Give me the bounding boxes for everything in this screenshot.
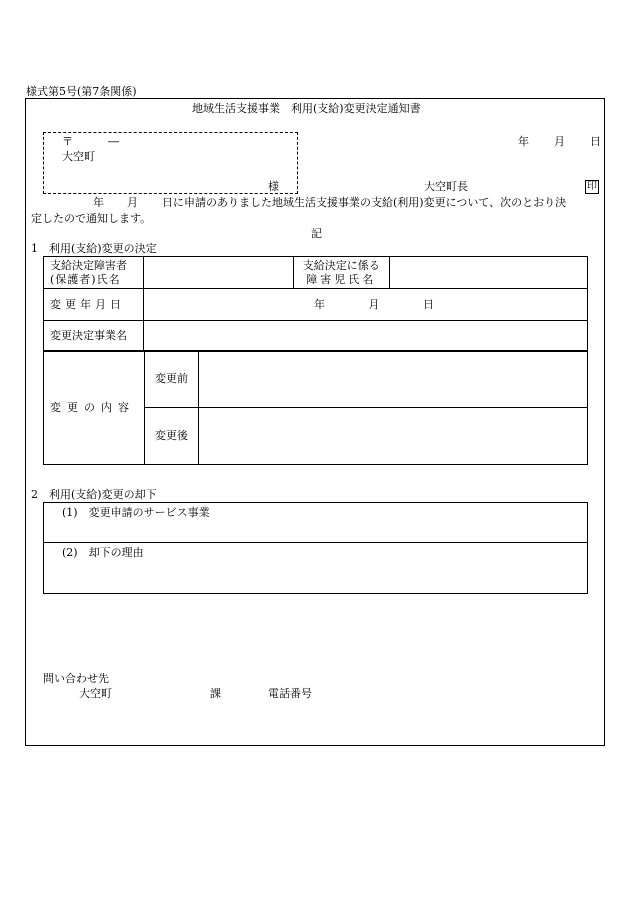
postal-dash: ―	[108, 135, 119, 148]
header-year: 年	[518, 135, 529, 148]
address-sama: 様	[268, 180, 279, 193]
document-title: 地域生活支援事業 利用(支給)変更決定通知書	[192, 102, 421, 115]
body-line2: 定したので通知します。	[31, 212, 152, 225]
after-label: 変更後	[145, 408, 199, 465]
rejection-reason-label: (2) 却下の理由	[62, 546, 144, 559]
rejection-service-label: (1) 変更申請のサービス事業	[62, 506, 210, 519]
after-value	[199, 408, 588, 465]
business-value	[143, 321, 587, 352]
recipient-value	[143, 257, 293, 289]
contact-ka: 課	[210, 687, 221, 700]
section2-heading: 2 利用(支給)変更の却下	[31, 488, 157, 501]
header-month: 月	[554, 135, 565, 148]
decision-table	[43, 256, 588, 352]
content-label: 変更の内容	[44, 351, 145, 465]
seal-mark: 印	[587, 181, 597, 192]
address-box	[43, 132, 298, 194]
body-line1: 日に申請のありました地域生活支援事業の支給(利用)変更について、次のとおり決	[162, 196, 567, 209]
change-date-label: 変更年月日	[44, 289, 144, 321]
contact-label: 問い合わせ先	[43, 672, 109, 685]
change-date-value	[143, 289, 587, 321]
header-day: 日	[590, 135, 601, 148]
before-label: 変更前	[145, 351, 199, 408]
content-table	[43, 350, 588, 465]
before-value	[199, 351, 588, 408]
body-month: 月	[127, 196, 138, 209]
date-year: 年	[313, 297, 325, 311]
form-number: 様式第5号(第7条関係)	[26, 85, 137, 98]
recipient-label-2: (保護者)氏名	[50, 272, 121, 286]
address-town: 大空町	[62, 150, 95, 163]
business-label: 変更決定事業名	[44, 321, 144, 352]
child-value	[389, 257, 587, 289]
ki-label: 記	[311, 227, 322, 240]
date-month: 月	[368, 297, 380, 311]
child-label-2: 障害児氏名	[306, 272, 377, 286]
rejection-reason-box	[43, 542, 588, 594]
child-label-cell	[293, 257, 389, 289]
section1-heading: 1 利用(支給)変更の決定	[31, 242, 157, 255]
child-label-1: 支給決定に係る	[302, 258, 380, 272]
postal-mark: 〒	[62, 135, 73, 148]
contact-phone-label: 電話番号	[268, 687, 312, 700]
recipient-label-cell	[44, 257, 144, 289]
contact-town: 大空町	[79, 687, 112, 700]
body-year: 年	[93, 196, 104, 209]
issuer-name: 大空町長	[424, 180, 468, 193]
rejection-service-box	[43, 502, 588, 543]
recipient-label-1: 支給決定障害者	[50, 258, 127, 272]
date-day: 日	[422, 297, 434, 311]
